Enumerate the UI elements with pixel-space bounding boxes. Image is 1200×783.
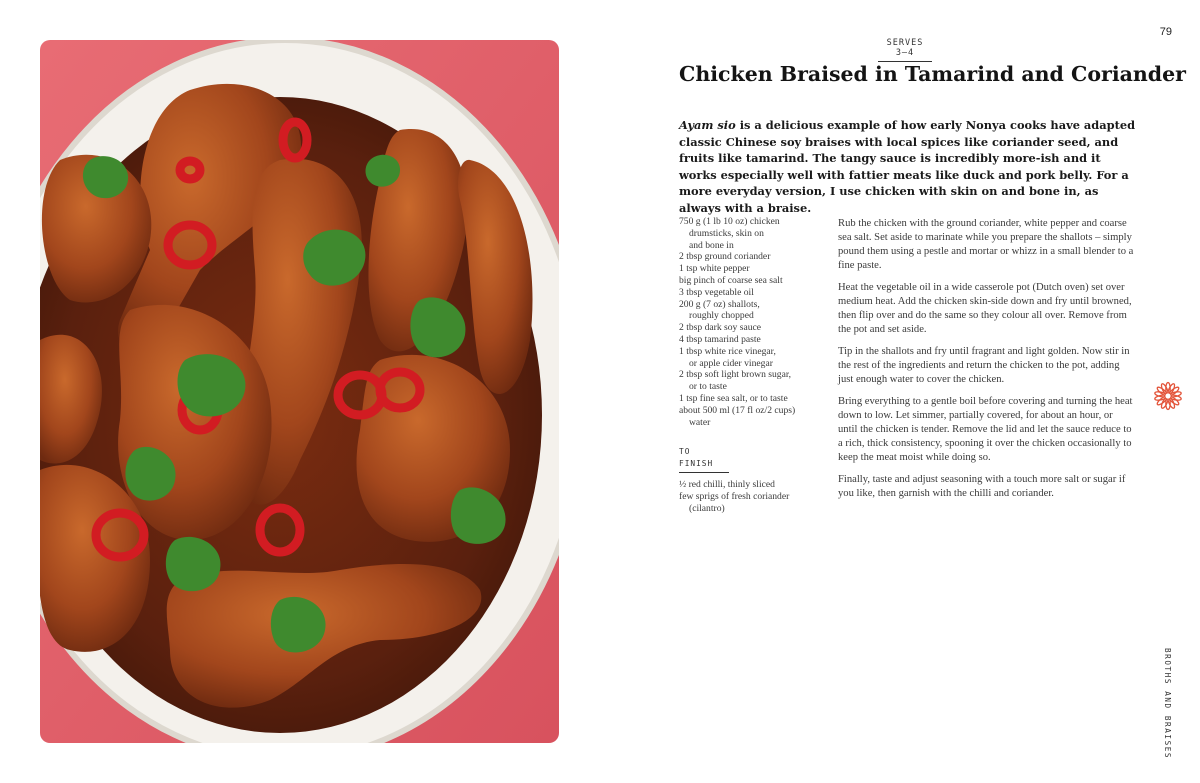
ingredients-list (679, 216, 819, 514)
section-label: BROTHS AND BRAISES (1163, 648, 1172, 760)
page-number: 79 (1159, 26, 1172, 38)
ingredient-line: 2 tbsp ground coriander (679, 251, 771, 263)
recipe-photo (40, 40, 559, 743)
ingredient-line: 2 tbsp dark soy sauce (679, 322, 762, 334)
ingredient-line: 4 tbsp tamarind paste (679, 333, 761, 345)
ingredient-line: 1 tbsp white rice vinegar, (679, 345, 776, 357)
ingredient-line: roughly chopped (689, 310, 754, 322)
recipe-title: Chicken Braised in Tamarind and Coriander (679, 62, 1186, 86)
ingredient-line: 2 tbsp soft light brown sugar, (679, 369, 792, 381)
ingredient-line: or apple cider vinegar (689, 357, 773, 369)
ingredient-line: (cilantro) (689, 502, 725, 514)
recipe-intro (679, 117, 1141, 217)
to-finish-heading: TO FINISH (679, 446, 729, 473)
flower-icon (1153, 381, 1183, 411)
serves-label: SERVES 3–4 (878, 38, 932, 62)
ingredient-line: 200 g (7 oz) shallots, (679, 298, 760, 310)
braised-chicken-photo (40, 40, 559, 743)
method-steps (838, 217, 1134, 509)
ingredient-line: or to taste (689, 381, 727, 393)
ingredient-line: 3 tbsp vegetable oil (679, 286, 754, 298)
ingredient-line: few sprigs of fresh coriander (679, 490, 790, 502)
method-step: Finally, taste and adjust seasoning with a touch more salt or sugar if you like, then garnish with the chilli and coriander. (838, 474, 1126, 499)
ingredient-line: drumsticks, skin on (689, 227, 764, 239)
method-step: Tip in the shallots and fry until fragrant and light golden. Now stir in the rest of the ingredients and return the chicken to the pot, adding just enough water to cover the chicken. (838, 346, 1130, 385)
ingredient-line: 1 tsp fine sea salt, or to taste (679, 392, 788, 404)
ingredient-line: ½ red chilli, thinly sliced (679, 478, 775, 490)
ingredient-line: big pinch of coarse sea salt (679, 274, 783, 286)
ingredient-line: about 500 ml (17 fl oz/2 cups) (679, 404, 796, 416)
ingredient-line: and bone in (689, 239, 734, 251)
to-finish-lines (679, 479, 819, 514)
intro-italic: Ayam sio (679, 118, 736, 132)
ingredient-line: water (689, 416, 711, 428)
method-step: Bring everything to a gentle boil before covering and turning the heat down to low. Let simmer, partially covered, for about an hour, or until the chicken is tender. Remove the lid and let the sauce reduce to a rich, thick consistency, spooning it over the chicken occasionally to keep the meat moist while doing so. (838, 396, 1133, 463)
method-step: Rub the chicken with the ground coriander, white pepper and coarse sea salt. Set aside to marinate while you prepare the shallots – simply pound them using a pestle and mortar or whizz in a small blender to a fine paste. (838, 218, 1134, 271)
ingredient-lines (679, 216, 819, 428)
intro-text: is a delicious example of how early Nonya cooks have adapted classic Chinese soy braises with local spices like coriander seed, and fruits like tamarind. The tangy sauce is incredibly more-ish and it works especially well with fattier meats like duck and pork belly. For a more everyday version, I use chicken with skin on and bone in, as always with a braise. (679, 118, 1136, 215)
method-step: Heat the vegetable oil in a wide casserole pot (Dutch oven) set over medium heat. Add the chicken skin-side down and fry until browned, then flip over and do the same so they colour all over. Remove from the pot and set aside. (838, 282, 1132, 335)
ingredient-line: 1 tsp white pepper (679, 263, 750, 275)
ingredient-line: 750 g (1 lb 10 oz) chicken (679, 216, 780, 227)
